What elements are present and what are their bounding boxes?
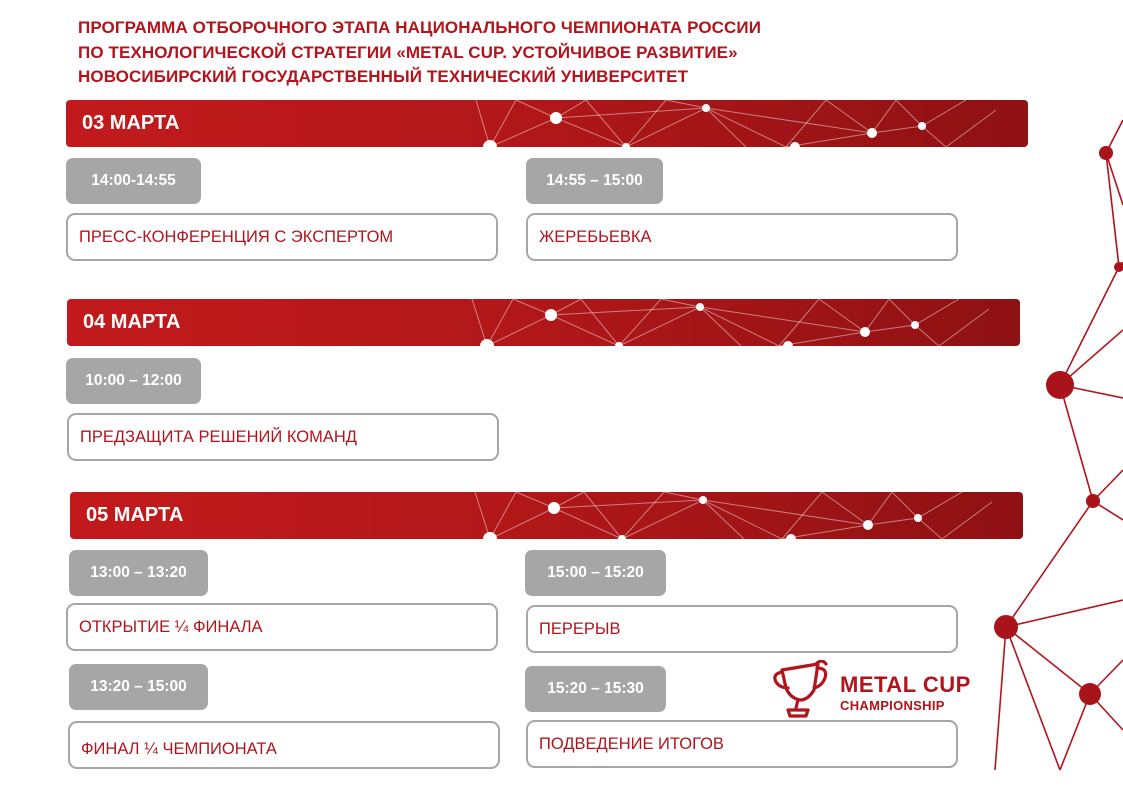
time-badge: 15:20 – 15:30 <box>525 666 666 712</box>
page-title <box>78 16 761 90</box>
title-line-3: НОВОСИБИРСКИЙ ГОСУДАРСТВЕННЫЙ ТЕХНИЧЕСКИЙ УНИВЕРСИТЕТ <box>78 67 689 86</box>
day-label: 04 МАРТА <box>83 311 181 333</box>
day-header-04-march <box>67 299 1020 346</box>
day-header-05-march <box>70 492 1023 539</box>
time-badge: 13:00 – 13:20 <box>69 550 208 596</box>
event-box: ФИНАЛ ¼ ЧЕМПИОНАТА <box>68 721 500 769</box>
network-pattern-icon <box>70 492 1023 539</box>
event-box: ЖЕРЕБЬЕВКА <box>526 213 958 261</box>
network-pattern-icon <box>67 299 1020 346</box>
title-line-1: ПРОГРАММА ОТБОРОЧНОГО ЭТАПА НАЦИОНАЛЬНОГО ЧЕМПИОНАТА РОССИИ <box>78 18 762 37</box>
day-label: 05 МАРТА <box>86 504 184 526</box>
logo-text-main: METAL CUP <box>840 672 971 697</box>
event-box: ОТКРЫТИЕ ¼ ФИНАЛА <box>66 603 498 651</box>
day-label: 03 МАРТА <box>82 112 180 134</box>
time-badge: 14:55 – 15:00 <box>526 158 663 204</box>
time-badge: 15:00 – 15:20 <box>525 550 666 596</box>
trophy-icon <box>770 660 834 718</box>
metal-cup-logo <box>770 660 980 720</box>
network-pattern-icon <box>66 100 1028 147</box>
event-box: ПРЕСС-КОНФЕРЕНЦИЯ С ЭКСПЕРТОМ <box>66 213 498 261</box>
time-badge: 13:20 – 15:00 <box>69 664 208 710</box>
day-header-03-march <box>66 100 1028 147</box>
event-box: ПОДВЕДЕНИЕ ИТОГОВ <box>526 720 958 768</box>
event-box: ПЕРЕРЫВ <box>526 605 958 653</box>
time-badge: 14:00-14:55 <box>66 158 201 204</box>
title-line-2: ПО ТЕХНОЛОГИЧЕСКОЙ СТРАТЕГИИ «METAL CUP. УСТОЙЧИВОЕ РАЗВИТИЕ» <box>78 42 738 62</box>
time-badge: 10:00 – 12:00 <box>66 358 201 404</box>
logo-text-sub: CHAMPIONSHIP <box>840 698 945 713</box>
event-box: ПРЕДЗАЩИТА РЕШЕНИЙ КОМАНД <box>67 413 499 461</box>
